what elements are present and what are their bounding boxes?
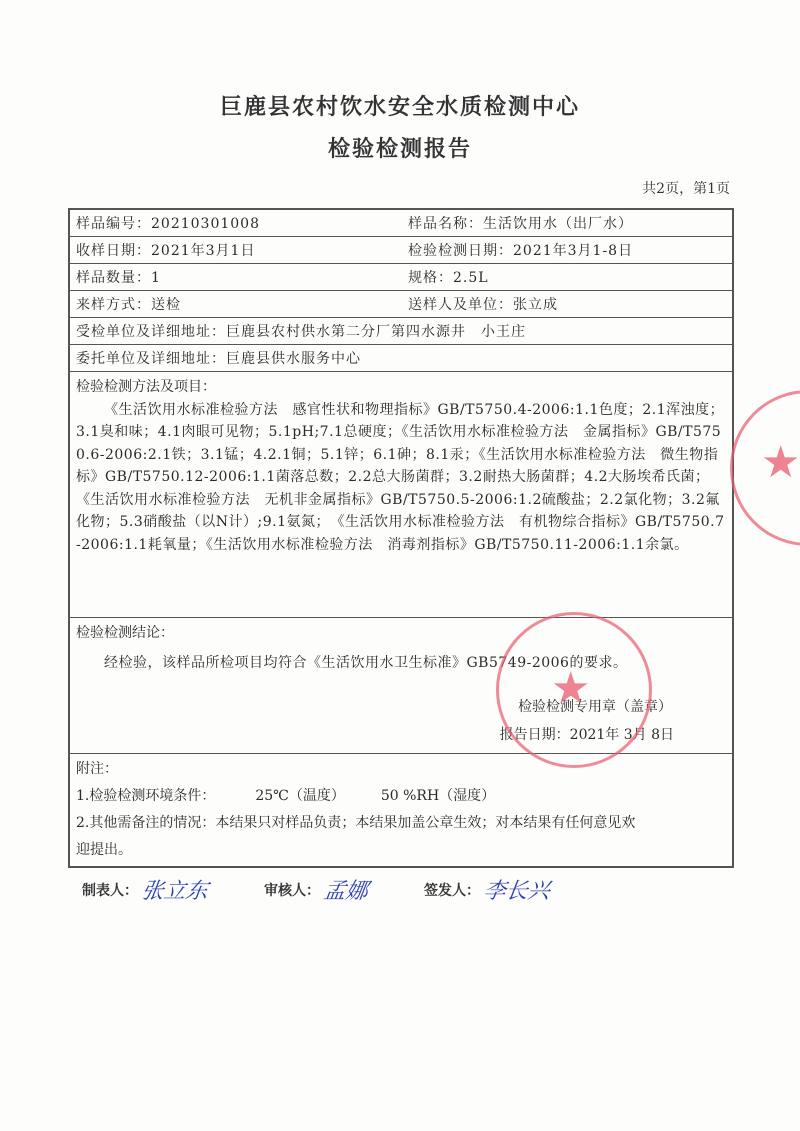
conclusion-text: 经检验，该样品所检项目均符合《生活饮用水卫生标准》GB5749-2006的要求。 [104, 655, 628, 671]
row-sampling [70, 291, 732, 318]
humidity: 50 %RH（湿度） [380, 788, 496, 804]
sender: 送样人及单位：张立成 [408, 297, 558, 313]
client-unit: 委托单位及详细地址：巨鹿县供水服务中心 [76, 351, 361, 367]
row-inspected-unit [70, 318, 732, 345]
receive-date: 收样日期：2021年3月1日 [76, 243, 256, 259]
preparer [82, 874, 208, 905]
conclusion-section [70, 618, 732, 754]
other-notes: 2.其他需备注的情况：本结果只对样品负责；本结果加盖公章生效；对本结果有任何意见欢 [76, 815, 636, 831]
methods-text: 《生活饮用水标准检验方法 感官性状和物理指标》GB/T5750.4-2006:1.1色度；2.1浑浊度；3.1臭和味；4.1肉眼可见物；5.1pH;7.1总硬度；《生活饮用水标准检验方法 金属指标》GB/T5750.6-2006:2.1铁；3.1锰；4.2.1铜；5.1锌；6.1砷；8.1汞；《生活饮用水标准检验方法 微生物指标》GB/T5750.12-2006:1.1菌落总数；2.2总大肠菌群；3.2耐热大肠菌群；4.2大肠埃希氏菌；《生活饮用水标准检验方法 无机非金属指标》GB/T5750.5-2006:1.2硫酸盐；2.2氯化物；3.2氟化物；5.3硝酸盐（以N计）;9.1氨氮； 《生活饮用水标准检验方法 有机物综合指标》GB/T5750.7-2006:1.1耗氧量；《生活饮用水标准检验方法 消毒剂指标》GB/T5750.11-2006:1.1余氯。 [76, 401, 725, 553]
report-date: 报告日期：2021年 3月 8日 [499, 727, 674, 743]
preparer-signature: 张立东 [139, 879, 210, 904]
temperature: 25℃（温度） [255, 788, 345, 804]
sample-name: 样品名称：生活饮用水（出厂水） [408, 216, 633, 232]
env-label: 1.检验检测环境条件： [76, 788, 216, 804]
reviewer [264, 874, 368, 905]
seal-star-icon: ★ [551, 663, 591, 714]
row-sample [70, 210, 732, 237]
other-notes-cont: 迎提出。 [76, 842, 132, 858]
seal-stamp-edge [730, 390, 800, 546]
methods-label: 检验检测方法及项目： [76, 379, 216, 395]
seal-label: 检验检测专用章（盖章） [518, 699, 672, 715]
page-info: 共2页，第1页 [642, 181, 730, 197]
notes-section [70, 754, 732, 866]
spec: 规格：2.5L [408, 270, 489, 286]
issuer-label: 签发人： [424, 882, 481, 899]
test-date: 检验检测日期：2021年3月1-8日 [408, 243, 634, 259]
row-client-unit [70, 345, 732, 372]
env-conditions [76, 783, 726, 810]
inspected-unit: 受检单位及详细地址：巨鹿县农村供水第二分厂第四水源井 小王庄 [76, 324, 526, 340]
row-qty [70, 264, 732, 291]
notes-label: 附注： [76, 761, 118, 777]
issuer [424, 874, 550, 905]
methods-section [70, 372, 732, 618]
preparer-label: 制表人： [82, 882, 138, 899]
reviewer-signature: 孟娜 [321, 879, 370, 904]
sampling-method: 来样方式：送检 [76, 297, 181, 313]
row-dates [70, 237, 732, 264]
org-title: 巨鹿县农村饮水安全水质检测中心 [219, 95, 580, 120]
conclusion-label: 检验检测结论： [76, 625, 174, 641]
signature-row [82, 874, 722, 905]
sample-qty: 样品数量：1 [76, 270, 161, 286]
reviewer-label: 审核人： [264, 882, 321, 899]
report-table [68, 208, 734, 868]
sample-no: 样品编号：20210301008 [76, 216, 260, 232]
report-title: 检验检测报告 [327, 137, 472, 162]
issuer-signature: 李长兴 [481, 879, 552, 904]
seal-star-icon: ★ [761, 437, 800, 488]
